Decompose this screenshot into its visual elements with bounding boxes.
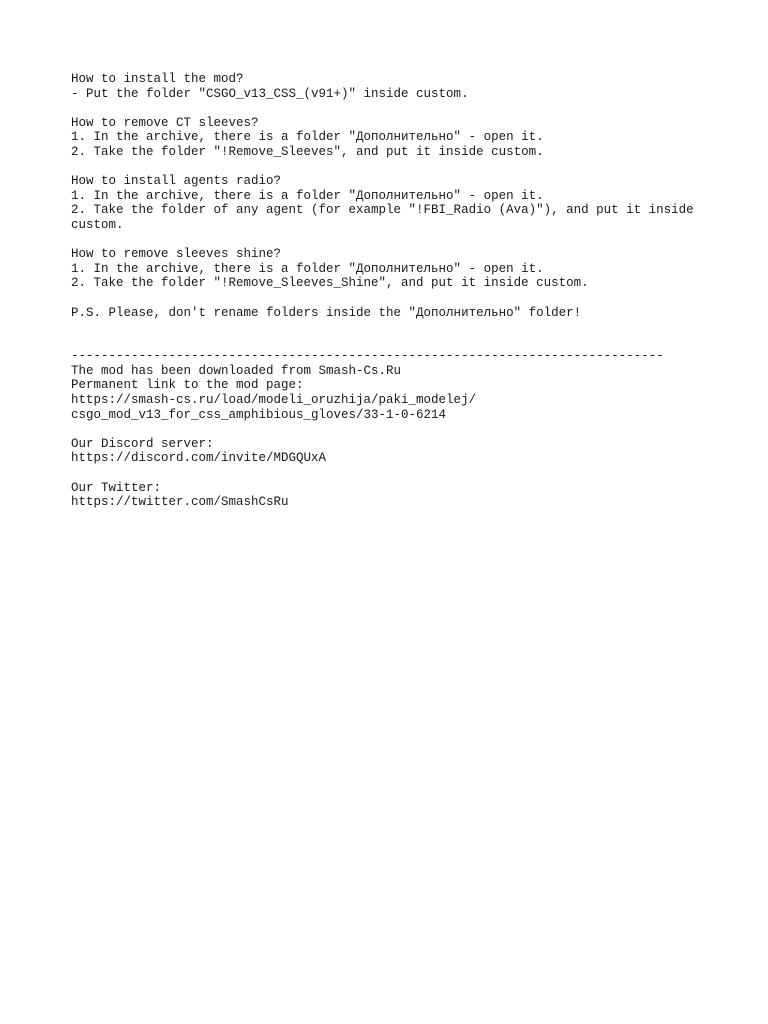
blank-line (71, 291, 731, 306)
remove-ct-sleeves-step-1: 1. In the archive, there is a folder "Дополнительно" - open it. (71, 130, 544, 145)
remove-shine-step-2: 2. Take the folder "!Remove_Sleeves_Shine", and put it inside custom. (71, 276, 589, 291)
permalink-url-line-1[interactable]: https://smash-cs.ru/load/modeli_oruzhija/paki_modelej/ (71, 393, 477, 408)
twitter-label: Our Twitter: (71, 480, 162, 495)
permalink-url-line-2[interactable]: csgo_mod_v13_for_css_amphibious_gloves/33-1-0-6214 (71, 407, 447, 422)
agents-radio-step-1: 1. In the archive, there is a folder "Дополнительно" - open it. (71, 188, 544, 203)
discord-url[interactable]: https://discord.com/invite/MDGQUxA (71, 451, 327, 466)
footer-divider: ------------------------------------------------------------------------------- (71, 349, 664, 364)
install-step-1: - Put the folder "CSGO_v13_CSS_(v91+)" inside custom. (71, 86, 469, 101)
remove-shine-question: How to remove sleeves shine? (71, 247, 282, 262)
blank-line (71, 466, 731, 481)
blank-line (71, 422, 731, 437)
remove-ct-sleeves-question: How to remove CT sleeves? (71, 115, 259, 130)
blank-line (71, 233, 731, 248)
remove-ct-sleeves-step-2: 2. Take the folder "!Remove_Sleeves", and put it inside custom. (71, 144, 544, 159)
ps-note: P.S. Please, don't rename folders inside the "Дополнительно" folder! (71, 305, 582, 320)
install-question: How to install the mod? (71, 72, 244, 86)
blank-line (71, 101, 731, 116)
twitter-url[interactable]: https://twitter.com/SmashCsRu (71, 495, 289, 510)
blank-line (71, 160, 731, 175)
agents-radio-step-2: 2. Take the folder of any agent (for example "!FBI_Radio (Ava)"), and put it inside (71, 203, 694, 218)
agents-radio-question: How to install agents radio? (71, 174, 282, 189)
downloaded-from-text: The mod has been downloaded from Smash-Cs.Ru (71, 363, 402, 378)
agents-radio-step-2-continued: custom. (71, 217, 124, 232)
blank-lines (71, 320, 731, 349)
remove-shine-step-1: 1. In the archive, there is a folder "Дополнительно" - open it. (71, 261, 544, 276)
discord-label: Our Discord server: (71, 436, 214, 451)
permalink-label: Permanent link to the mod page: (71, 378, 304, 393)
document-page (71, 72, 731, 510)
